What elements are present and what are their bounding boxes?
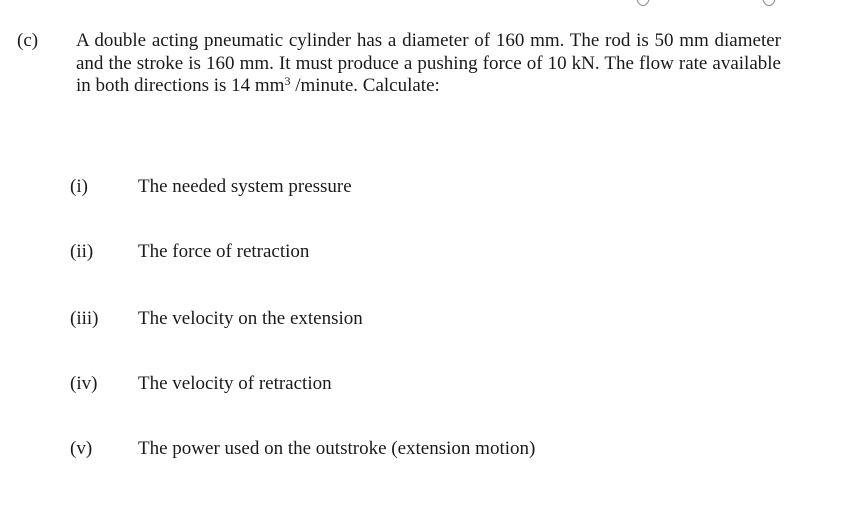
- sub-question-number: (iv): [70, 373, 98, 394]
- question-text-main: A double acting pneumatic cylinder has a diameter of 160 mm. The rod is 50 mm diameter and the stroke is 160 mm. It must produce a pushing force of 10 kN. The flow rate available in both directions is 14 mm: [76, 30, 781, 96]
- sub-question-number: (iii): [70, 308, 99, 329]
- cropped-bracket-mark: [762, 0, 776, 6]
- sub-question-i: [70, 175, 790, 199]
- question-statement: [76, 30, 781, 98]
- sub-question-iii: [70, 307, 790, 331]
- question-part-label: (c): [17, 30, 39, 51]
- sub-question-text: The needed system pressure: [138, 176, 352, 197]
- sub-question-text: The velocity of retraction: [138, 373, 332, 394]
- cropped-bracket-mark: [636, 0, 650, 6]
- question-text-end: /minute. Calculate:: [290, 75, 440, 96]
- sub-question-ii: [70, 240, 790, 264]
- sub-question-number: (v): [70, 438, 93, 459]
- sub-question-iv: [70, 372, 790, 396]
- sub-question-text: The force of retraction: [138, 241, 310, 262]
- sub-question-text: The velocity on the extension: [138, 308, 363, 329]
- sub-question-number: (ii): [70, 241, 94, 262]
- sub-question-text: The power used on the outstroke (extension motion): [138, 438, 536, 459]
- sub-question-number: (i): [70, 176, 88, 197]
- unit-superscript: 3: [284, 74, 291, 88]
- sub-question-v: [70, 437, 790, 461]
